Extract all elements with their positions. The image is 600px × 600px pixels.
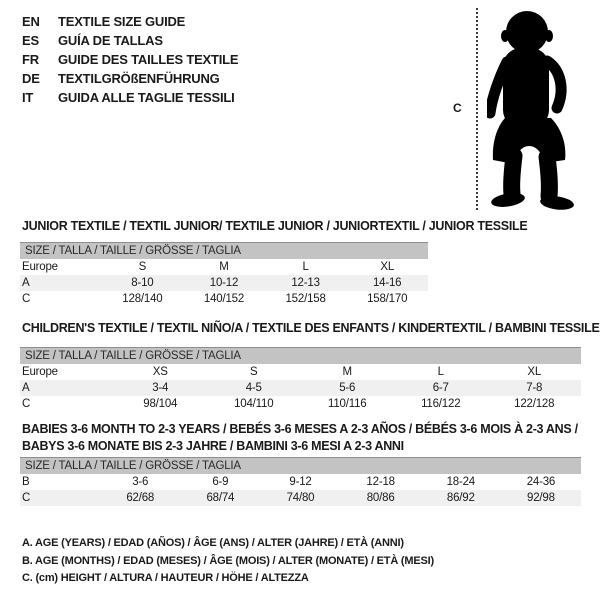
table-cell: 74/80 — [286, 492, 315, 504]
lang-label: TEXTILE SIZE GUIDE — [58, 14, 186, 29]
table-cell: L — [302, 261, 309, 273]
junior-size-table — [20, 242, 428, 307]
table-cell: M — [342, 366, 352, 378]
children-section-title: CHILDREN'S TEXTILE / TEXTIL NIÑO/A / TEXTILE DES ENFANTS / KINDERTEXTIL / BAMBINI TESSILE — [22, 321, 600, 335]
lang-row-fr — [22, 50, 238, 69]
lang-code: DE — [22, 71, 40, 86]
babies-size-table — [20, 457, 581, 506]
table-cell: 10-12 — [209, 277, 239, 289]
table-row — [20, 380, 581, 396]
table-cell: 68/74 — [206, 492, 235, 504]
table-cell: 24-36 — [526, 476, 556, 488]
table-cell: 110/116 — [328, 398, 367, 410]
table-cell: 92/98 — [527, 492, 555, 504]
table-cell: 98/104 — [143, 398, 178, 410]
lang-label: TEXTILGRÖßENFÜHRUNG — [58, 71, 220, 86]
row-label: C — [22, 398, 31, 410]
table-row — [20, 291, 428, 307]
lang-label: GUÍA DE TALLAS — [58, 33, 163, 48]
table-cell: 6-7 — [432, 382, 449, 394]
table-cell: 80/86 — [366, 492, 395, 504]
row-label: Europe — [22, 366, 58, 378]
language-guide — [22, 12, 238, 107]
lang-row-en — [22, 12, 238, 31]
table-cell: 116/122 — [421, 398, 461, 410]
table-cell: S — [138, 261, 147, 273]
table-cell: 152/158 — [285, 293, 326, 305]
table-cell: 86/92 — [446, 492, 475, 504]
table-cell: M — [219, 261, 229, 273]
table-cell: 14-16 — [372, 277, 402, 289]
table-cell: 12-18 — [366, 476, 395, 488]
table-cell: 9-12 — [289, 476, 312, 488]
footnote-c: C. (cm) HEIGHT / ALTURA / HAUTEUR / HÖHE / ALTEZZA — [22, 572, 309, 584]
table-row — [20, 259, 428, 275]
table-cell: 8-10 — [131, 277, 154, 289]
table-cell: 140/152 — [203, 293, 245, 305]
table-cell: 12-13 — [291, 277, 320, 289]
row-label: A — [22, 277, 30, 289]
table-row — [20, 275, 428, 291]
lang-label: GUIDA ALLE TAGLIE TESSILI — [58, 90, 235, 105]
babies-title-line2: BABYS 3-6 MONATE BIS 2-3 JAHRE / BAMBINI 3-6 MESI A 2-3 ANNI — [22, 439, 404, 453]
size-header-row — [20, 243, 428, 260]
table-cell: S — [250, 366, 258, 378]
babies-section-title — [22, 421, 578, 455]
table-cell: XS — [152, 366, 168, 378]
table-cell: 7-8 — [526, 382, 543, 394]
lang-label: GUIDE DES TAILLES TEXTILE — [58, 52, 239, 67]
height-marker-label: C — [453, 101, 462, 115]
table-cell: L — [437, 366, 444, 378]
row-label: C — [22, 293, 31, 305]
table-cell: 104/110 — [234, 398, 274, 410]
size-header-cell: SIZE / TALLA / TAILLE / GRÖSSE / TAGLIA — [20, 348, 581, 365]
size-header-row — [20, 348, 581, 365]
table-cell: 62/68 — [126, 492, 155, 504]
table-cell: 4-5 — [245, 382, 262, 394]
size-header-cell: SIZE / TALLA / TAILLE / GRÖSSE / TAGLIA — [20, 243, 428, 260]
lang-row-it — [22, 88, 238, 107]
table-row — [20, 474, 581, 490]
row-label: C — [22, 492, 31, 504]
table-row — [20, 364, 581, 380]
lang-code: ES — [22, 33, 39, 48]
height-dotted-line — [476, 8, 478, 210]
lang-row-de — [22, 69, 238, 88]
children-size-table — [20, 347, 581, 412]
footnote-b: B. AGE (MONTHS) / EDAD (MESES) / ÂGE (MOIS) / ALTER (MONATE) / ETÀ (MESI) — [22, 554, 434, 567]
size-header-cell: SIZE / TALLA / TAILLE / GRÖSSE / TAGLIA — [20, 458, 581, 475]
table-cell: XL — [380, 261, 395, 273]
lang-code: IT — [22, 90, 34, 105]
row-label: B — [22, 476, 30, 488]
table-row — [20, 490, 581, 506]
table-cell: 158/170 — [367, 293, 408, 305]
junior-section-title: JUNIOR TEXTILE / TEXTIL JUNIOR/ TEXTILE JUNIOR / JUNIORTEXTIL / JUNIOR TESSILE — [22, 219, 528, 233]
table-cell: 128/140 — [122, 293, 163, 305]
footnote-a: A. AGE (YEARS) / EDAD (AÑOS) / ÂGE (ANS) / ALTER (JAHRE) / ETÀ (ANNI) — [22, 537, 404, 549]
lang-code: FR — [22, 52, 39, 67]
lang-row-es — [22, 31, 238, 50]
table-cell: 3-4 — [152, 382, 169, 394]
table-cell: 5-6 — [339, 382, 356, 394]
row-label: Europe — [22, 261, 58, 273]
table-cell: 122/128 — [514, 398, 555, 410]
size-header-row — [20, 458, 581, 475]
table-cell: 18-24 — [446, 476, 475, 488]
table-row — [20, 396, 581, 412]
table-cell: 3-6 — [132, 476, 149, 488]
babies-title-line1: BABIES 3-6 MONTH TO 2-3 YEARS / BEBÉS 3-6 MESES A 2-3 AÑOS / BÉBÉS 3-6 MOIS À 2-3 ANS / — [22, 422, 578, 436]
row-label: A — [22, 382, 30, 394]
table-cell: XL — [527, 366, 542, 378]
baby-silhouette-icon — [487, 6, 597, 212]
table-cell: 6-9 — [212, 476, 229, 488]
lang-code: EN — [22, 14, 40, 29]
footnotes — [22, 535, 434, 588]
